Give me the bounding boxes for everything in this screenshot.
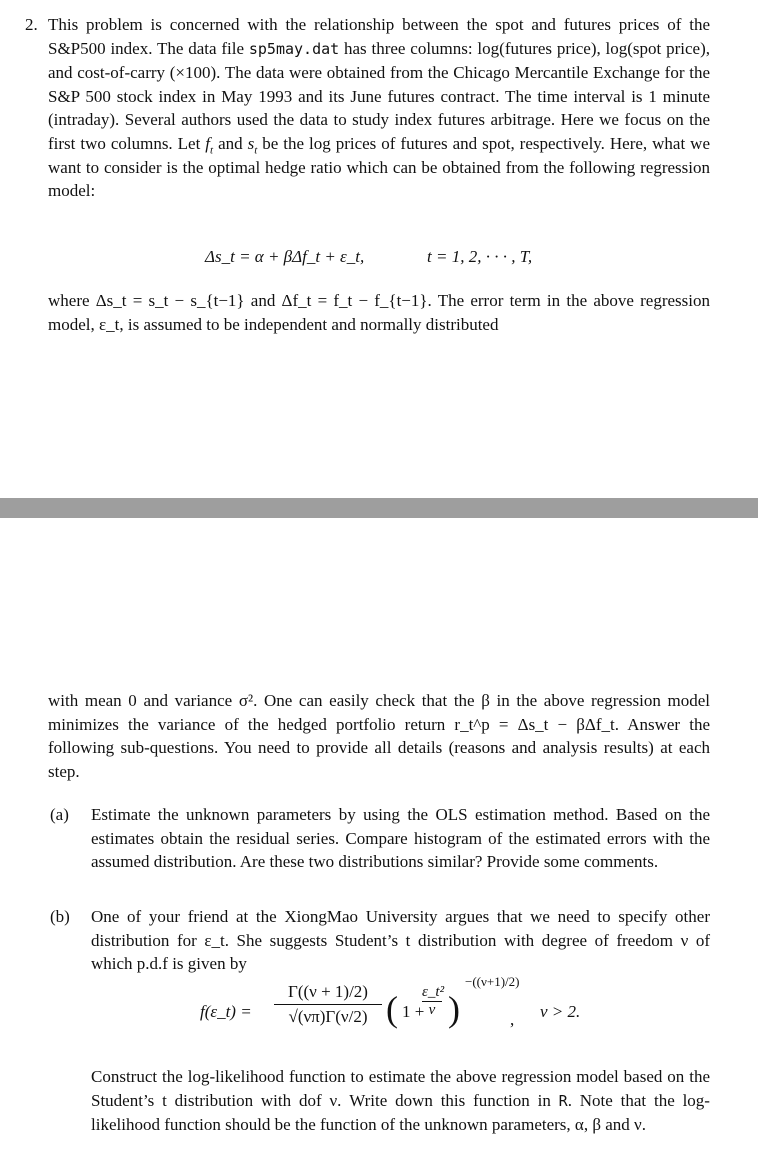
construct-paragraph [91, 1065, 710, 1137]
pdf-exponent: −((ν+1)/2) [465, 974, 520, 989]
inner-numerator: ε_t² [422, 984, 445, 1000]
intro-text-c: and [213, 133, 248, 153]
inner-fraction [422, 984, 445, 1019]
part-b-text: One of your friend at the XiongMao University argues that we need to specify other distribution for ε_t. She suggests Student’s t distribution with degree of freedom ν of which p.d.f is given by [91, 907, 710, 974]
inner-one: 1 + [402, 1002, 425, 1021]
page-bottom [0, 518, 758, 1166]
student-t-pdf-formula [200, 972, 620, 1052]
gamma-denominator: √(νπ)Γ(ν/2) [288, 1007, 368, 1026]
equation-lhs: Δs_t = α + βΔf_t + ε_t, [205, 247, 365, 266]
problem-number: 2. [25, 15, 38, 34]
part-a-text: Estimate the unknown parameters by using the OLS estimation method. Based on the estimates obtain the residual series. Compare histogram of the estimated errors with the assumed distribution. Are these two distributions similar? Provide some comments. [91, 805, 710, 872]
language-name: R [558, 1091, 568, 1110]
equation-rhs: t = 1, 2, · · · , T, [427, 247, 533, 266]
problem-intro: 2. This problem is concerned with the relationship between the spot and futures prices of the S&P500 index. The data file sp5may.dat has three columns: log(futures price), log(spot price), and cost-of-carry (×100). The data were obtained from the Chicago Mercantile Exchange for the S&P 500 stock index in May 1993 and its June futures contract. The time interval is 1 minute (intraday). Several authors used the data to study index futures arbitrage. Here we focus on the first two columns. Let $f_t$ and $s_t$ be the log prices of futures and spot, respectively. Here, what we want to consider is the optimal hedge ratio which can be obtained from the following regression model: [25, 15, 710, 201]
intro-text-d: be the log prices of futures and spot, respectively. Here, what we want to consider is the optimal hedge ratio which can be obtained from the following regression model: [48, 133, 710, 201]
part-b-label: (b) [50, 907, 70, 926]
left-paren: ( [386, 989, 398, 1029]
continued-paragraph: with mean 0 and variance σ². One can easily check that the β in the above regression model minimizes the variance of the hedged portfolio return r_t^p = Δs_t − βΔf_t. Answer the following sub-questions. You need to provide all details (reasons and analysis results) at each step. [48, 691, 710, 781]
data-filename: sp5may.dat [248, 39, 340, 58]
formula-comma: , [510, 1010, 515, 1029]
part-a-label: (a) [50, 805, 69, 824]
dof-condition: ν > 2. [540, 1002, 581, 1021]
construct-text-b: . Note that the log-likelihood function should be the function of the unknown parameters, α, β and ν. [91, 1090, 710, 1135]
page-divider [0, 498, 758, 518]
construct-text-a: Construct the log-likelihood function to estimate the above regression model based on the Student’s t distribution with dof ν. Write down this function in [91, 1067, 710, 1110]
pdf-lhs: f(ε_t) = [200, 1002, 252, 1021]
page-top [0, 0, 758, 498]
gamma-fraction [274, 982, 382, 1027]
intro-text-b: has three columns: log(futures price), log(spot price), and cost-of-carry (×100). The data were obtained from the Chicago Mercantile Exchange for the S&P 500 stock index in May 1993 and its June futures contract. The time interval is 1 minute (intraday). Several authors used the data to study index futures arbitrage. Here we focus on the first two columns. Let [48, 38, 710, 153]
gamma-numerator: Γ((ν + 1)/2) [274, 982, 382, 1005]
intro-text-a: This problem is concerned with the relationship between the spot and futures prices of the S&P500 index. The data file [48, 15, 710, 58]
right-paren: ) [448, 989, 460, 1029]
where-paragraph: where Δs_t = s_t − s_{t−1} and Δf_t = f_t − f_{t−1}. The error term in the above regression model, ε_t, is assumed to be independent and normally distributed [48, 291, 710, 334]
inner-denominator: ν [428, 1002, 436, 1018]
